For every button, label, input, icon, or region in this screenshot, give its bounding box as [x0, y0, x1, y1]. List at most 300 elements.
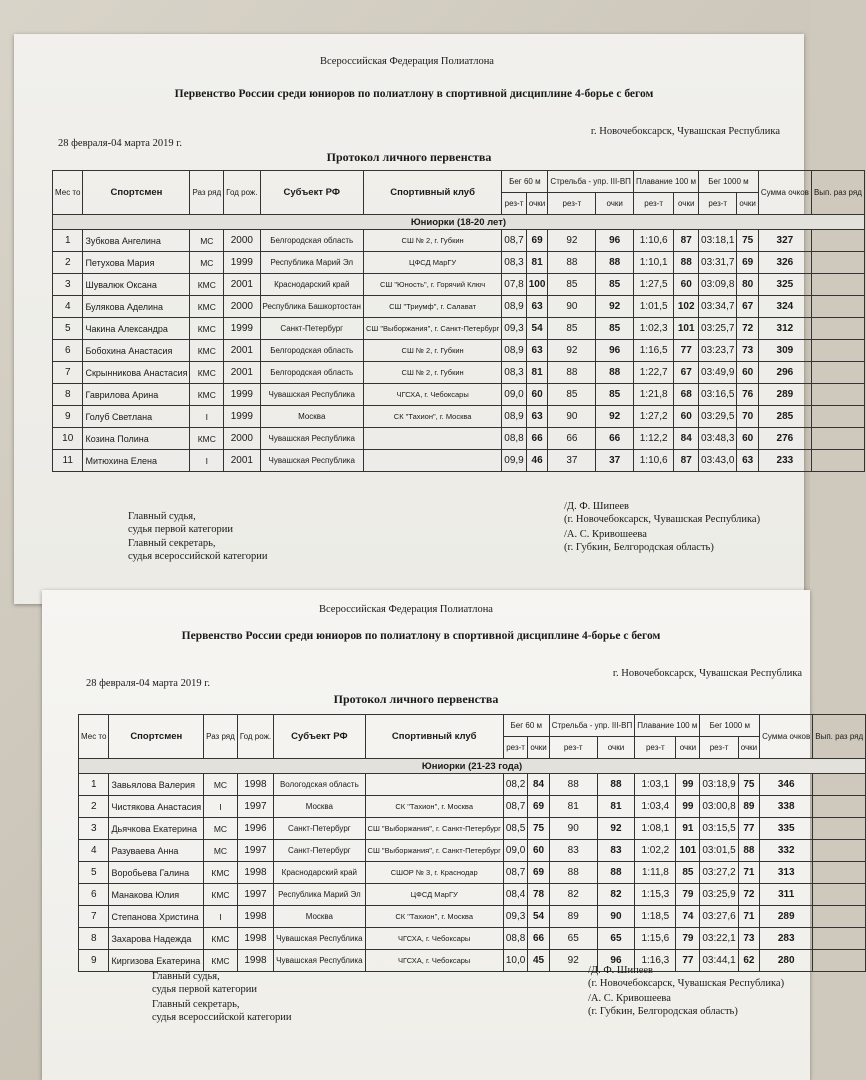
cell-year: 1997	[237, 796, 273, 818]
cell-athlete-name: Скрынникова Анастасия	[83, 362, 190, 384]
cell-place: 4	[53, 296, 83, 318]
cell-rank-done	[811, 406, 864, 428]
table-row	[53, 252, 865, 274]
table-row	[79, 884, 866, 906]
chief-judge-category: судья первой категории	[128, 524, 233, 535]
subheader-res: рез-т	[700, 737, 738, 759]
chief-secretary-title: Главный секретарь,	[128, 538, 216, 549]
cell-club: СШ "Выборжания", г. Санкт-Петербург	[365, 818, 503, 840]
cell-shooting-result: 81	[549, 796, 597, 818]
cell-run1000-result: 03:34,7	[699, 296, 737, 318]
cell-run1000-result: 03:09,8	[699, 274, 737, 296]
cell-year: 1998	[237, 862, 273, 884]
subheader-res: рез-т	[502, 193, 526, 215]
table-row	[79, 862, 866, 884]
judge-name: /Д. Ф. Шипеев	[588, 965, 653, 976]
secretary-city: (г. Губкин, Белгородская область)	[564, 542, 714, 553]
cell-club: СШ "Выборжания", г. Санкт-Петербург	[363, 318, 501, 340]
subheader-pts: очки	[528, 737, 549, 759]
subheader-pts: очки	[596, 193, 634, 215]
cell-run1000-points: 71	[738, 906, 759, 928]
cell-rank-done	[811, 428, 864, 450]
cell-rank: КМС	[190, 296, 224, 318]
cell-run60-points: 100	[526, 274, 548, 296]
cell-run60-result: 09,0	[503, 840, 527, 862]
cell-rank: I	[190, 406, 224, 428]
secretary-name: /А. С. Кривошеева	[588, 993, 671, 1004]
chief-judge-label	[128, 510, 233, 536]
cell-swim-points: 102	[674, 296, 699, 318]
cell-rank: I	[204, 906, 238, 928]
cell-rank: КМС	[204, 928, 238, 950]
cell-run60-result: 08,3	[502, 252, 526, 274]
cell-run1000-points: 72	[737, 318, 758, 340]
cell-club: СШ "Триумф", г. Салават	[363, 296, 501, 318]
cell-shooting-result: 82	[549, 884, 597, 906]
cell-run1000-points: 80	[737, 274, 758, 296]
cell-swim-points: 91	[676, 818, 700, 840]
cell-run1000-points: 73	[737, 340, 758, 362]
cell-shooting-points: 88	[596, 362, 634, 384]
cell-athlete-name: Степанова Христина	[109, 906, 204, 928]
cell-place: 3	[53, 274, 83, 296]
cell-rank-done	[811, 230, 864, 252]
cell-shooting-result: 90	[548, 296, 596, 318]
cell-place: 8	[53, 384, 83, 406]
cell-total: 311	[760, 884, 813, 906]
cell-run60-result: 08,9	[502, 296, 526, 318]
cell-swim-result: 1:27,5	[633, 274, 673, 296]
cell-run60-result: 09,0	[502, 384, 526, 406]
header-total: Сумма очков	[758, 171, 811, 215]
cell-shooting-points: 85	[596, 318, 634, 340]
cell-year: 1998	[237, 950, 273, 972]
cell-shooting-result: 90	[548, 406, 596, 428]
subheader-pts: очки	[526, 193, 548, 215]
cell-run60-points: 63	[526, 296, 548, 318]
cell-shooting-points: 96	[596, 230, 634, 252]
cell-shooting-points: 37	[596, 450, 634, 472]
judge-signature	[564, 500, 760, 526]
cell-rank: КМС	[204, 950, 238, 972]
cell-swim-points: 101	[676, 840, 700, 862]
cell-place: 7	[53, 362, 83, 384]
cell-swim-points: 85	[676, 862, 700, 884]
cell-run1000-result: 03:25,7	[699, 318, 737, 340]
cell-run60-result: 10,0	[503, 950, 527, 972]
cell-swim-result: 1:08,1	[635, 818, 676, 840]
cell-club: ЧГСХА, г. Чебоксары	[365, 950, 503, 972]
cell-swim-points: 60	[674, 274, 699, 296]
cell-run60-points: 54	[528, 906, 549, 928]
protocol-sheet-2	[42, 590, 864, 1080]
cell-run60-points: 63	[526, 406, 548, 428]
header-year: Год рож.	[224, 171, 260, 215]
cell-club	[363, 428, 501, 450]
cell-club: ЧГСХА, г. Чебоксары	[365, 928, 503, 950]
cell-rank: КМС	[204, 884, 238, 906]
cell-region: Республика Марий Эл	[260, 252, 363, 274]
cell-rank-done	[811, 296, 864, 318]
cell-run1000-result: 03:29,5	[699, 406, 737, 428]
table-row	[53, 362, 865, 384]
cell-club: СШ № 2, г. Губкин	[363, 340, 501, 362]
cell-shooting-points: 88	[597, 862, 635, 884]
cell-swim-points: 99	[676, 796, 700, 818]
cell-swim-points: 77	[674, 340, 699, 362]
cell-place: 2	[79, 796, 109, 818]
cell-total: 309	[758, 340, 811, 362]
chief-secretary-label	[128, 537, 267, 563]
cell-shooting-points: 90	[597, 906, 635, 928]
cell-swim-result: 1:22,7	[633, 362, 673, 384]
cell-place: 4	[79, 840, 109, 862]
cell-run60-result: 08,7	[502, 230, 526, 252]
cell-rank-done	[811, 252, 864, 274]
cell-athlete-name: Чакина Александра	[83, 318, 190, 340]
cell-athlete-name: Киргизова Екатерина	[109, 950, 204, 972]
table-row	[53, 428, 865, 450]
cell-shooting-result: 85	[548, 274, 596, 296]
cell-run1000-result: 03:22,1	[700, 928, 738, 950]
cell-place: 9	[53, 406, 83, 428]
cell-run60-result: 08,5	[503, 818, 527, 840]
cell-swim-points: 87	[674, 450, 699, 472]
cell-athlete-name: Дьячкова Екатерина	[109, 818, 204, 840]
cell-run60-result: 09,3	[503, 906, 527, 928]
cell-region: Краснодарский край	[260, 274, 363, 296]
cell-athlete-name: Гаврилова Арина	[83, 384, 190, 406]
table-row	[79, 840, 866, 862]
cell-shooting-points: 65	[597, 928, 635, 950]
cell-year: 1999	[224, 252, 260, 274]
cell-region: Белгородская область	[260, 340, 363, 362]
cell-athlete-name: Чистякова Анастасия	[109, 796, 204, 818]
secretary-name: /А. С. Кривошеева	[564, 529, 647, 540]
cell-total: 280	[760, 950, 813, 972]
table-row	[79, 796, 866, 818]
cell-run1000-points: 72	[738, 884, 759, 906]
cell-shooting-result: 65	[549, 928, 597, 950]
chief-judge-category: судья первой категории	[152, 984, 257, 995]
judge-name: /Д. Ф. Шипеев	[564, 501, 629, 512]
cell-run60-points: 45	[528, 950, 549, 972]
cell-run1000-points: 60	[737, 428, 758, 450]
cell-run1000-points: 75	[738, 774, 759, 796]
cell-year: 2001	[224, 274, 260, 296]
cell-year: 2001	[224, 450, 260, 472]
cell-shooting-points: 81	[597, 796, 635, 818]
cell-run1000-result: 03:25,9	[700, 884, 738, 906]
cell-shooting-result: 92	[549, 950, 597, 972]
cell-swim-result: 1:18,5	[635, 906, 676, 928]
cell-run1000-points: 60	[737, 362, 758, 384]
cell-run60-result: 08,3	[502, 362, 526, 384]
protocol-sheet-1	[14, 34, 862, 604]
cell-year: 1997	[237, 840, 273, 862]
federation-name: Всероссийская Федерация Полиатлона	[319, 604, 493, 615]
cell-club	[365, 774, 503, 796]
cell-year: 1999	[224, 384, 260, 406]
cell-place: 5	[53, 318, 83, 340]
cell-athlete-name: Разуваева Анна	[109, 840, 204, 862]
cell-run60-points: 75	[528, 818, 549, 840]
cell-rank-done	[813, 884, 866, 906]
cell-run60-points: 46	[526, 450, 548, 472]
cell-run1000-result: 03:16,5	[699, 384, 737, 406]
cell-run60-result: 09,3	[502, 318, 526, 340]
cell-rank: КМС	[190, 428, 224, 450]
cell-swim-result: 1:02,2	[635, 840, 676, 862]
cell-run1000-points: 77	[738, 818, 759, 840]
cell-shooting-result: 85	[548, 384, 596, 406]
cell-total: 332	[760, 840, 813, 862]
cell-club: СК "Тахион", г. Москва	[365, 906, 503, 928]
cell-rank: МС	[204, 840, 238, 862]
cell-rank-done	[813, 818, 866, 840]
header-swim: Плавание 100 м	[633, 171, 698, 193]
cell-run1000-points: 69	[737, 252, 758, 274]
cell-swim-result: 1:01,5	[633, 296, 673, 318]
header-total: Сумма очков	[760, 715, 813, 759]
table-row	[79, 906, 866, 928]
cell-swim-result: 1:16,3	[635, 950, 676, 972]
results-table	[78, 714, 866, 972]
cell-athlete-name: Бобохина Анастасия	[83, 340, 190, 362]
cell-run1000-result: 03:27,2	[700, 862, 738, 884]
cell-run1000-result: 03:01,5	[700, 840, 738, 862]
cell-rank: МС	[204, 774, 238, 796]
cell-place: 1	[53, 230, 83, 252]
cell-swim-points: 77	[676, 950, 700, 972]
secretary-signature	[564, 528, 714, 554]
cell-shooting-result: 66	[548, 428, 596, 450]
chief-secretary-label	[152, 998, 291, 1024]
cell-swim-points: 101	[674, 318, 699, 340]
cell-rank: МС	[190, 230, 224, 252]
header-athlete: Спортсмен	[109, 715, 204, 759]
header-swim: Плавание 100 м	[635, 715, 700, 737]
cell-run1000-result: 03:43,0	[699, 450, 737, 472]
cell-run60-points: 81	[526, 362, 548, 384]
cell-place: 8	[79, 928, 109, 950]
subheader-res: рез-т	[635, 737, 676, 759]
cell-club: ЦФСД МарГУ	[365, 884, 503, 906]
cell-swim-points: 84	[674, 428, 699, 450]
table-row	[53, 384, 865, 406]
cell-club: СШ № 2, г. Губкин	[363, 362, 501, 384]
cell-run1000-points: 71	[738, 862, 759, 884]
cell-club	[363, 450, 501, 472]
table-row	[53, 318, 865, 340]
cell-total: 289	[760, 906, 813, 928]
group-title: Юниорки (21-23 года)	[79, 759, 866, 774]
cell-region: Республика Башкортостан	[260, 296, 363, 318]
cell-rank: КМС	[190, 384, 224, 406]
cell-run1000-result: 03:18,9	[700, 774, 738, 796]
cell-swim-result: 1:02,3	[633, 318, 673, 340]
cell-rank-done	[813, 862, 866, 884]
cell-run1000-result: 03:27,6	[700, 906, 738, 928]
cell-total: 233	[758, 450, 811, 472]
subheader-res: рез-т	[633, 193, 673, 215]
cell-club: СШ "Юность", г. Горячий Ключ	[363, 274, 501, 296]
header-rank-done: Вып. раз ряд	[811, 171, 864, 215]
cell-swim-result: 1:16,5	[633, 340, 673, 362]
cell-place: 9	[79, 950, 109, 972]
cell-shooting-points: 82	[597, 884, 635, 906]
cell-athlete-name: Завьялова Валерия	[109, 774, 204, 796]
cell-run1000-points: 70	[737, 406, 758, 428]
cell-total: 289	[758, 384, 811, 406]
header-run1000: Бег 1000 м	[699, 171, 759, 193]
cell-shooting-result: 89	[549, 906, 597, 928]
cell-rank-done	[813, 928, 866, 950]
cell-total: 325	[758, 274, 811, 296]
cell-total: 313	[760, 862, 813, 884]
header-rank: Раз ряд	[204, 715, 238, 759]
table-row	[79, 928, 866, 950]
cell-rank: КМС	[190, 340, 224, 362]
cell-region: Санкт-Петербург	[260, 318, 363, 340]
cell-shooting-result: 37	[548, 450, 596, 472]
cell-run60-result: 08,9	[502, 406, 526, 428]
competition-dates: 28 февраля-04 марта 2019 г.	[58, 138, 182, 149]
cell-place: 2	[53, 252, 83, 274]
header-club: Спортивный клуб	[363, 171, 501, 215]
cell-year: 1998	[237, 906, 273, 928]
header-run60: Бег 60 м	[503, 715, 549, 737]
subheader-pts: очки	[738, 737, 759, 759]
cell-athlete-name: Козина Полина	[83, 428, 190, 450]
cell-rank-done	[813, 950, 866, 972]
competition-city: г. Новочебоксарск, Чувашская Республика	[612, 668, 802, 679]
cell-run1000-points: 89	[738, 796, 759, 818]
cell-swim-points: 67	[674, 362, 699, 384]
cell-total: 285	[758, 406, 811, 428]
cell-rank: МС	[190, 252, 224, 274]
protocol-title: Протокол личного первенства	[326, 150, 492, 164]
cell-run1000-result: 03:44,1	[700, 950, 738, 972]
chief-secretary-category: судья всероссийской категории	[128, 551, 268, 562]
cell-region: Москва	[274, 796, 365, 818]
header-club: Спортивный клуб	[365, 715, 503, 759]
cell-swim-points: 68	[674, 384, 699, 406]
cell-run60-points: 60	[526, 384, 548, 406]
header-year: Год рож.	[237, 715, 273, 759]
cell-run60-points: 69	[528, 862, 549, 884]
cell-athlete-name: Воробьева Галина	[109, 862, 204, 884]
cell-region: Санкт-Петербург	[274, 818, 365, 840]
cell-run1000-points: 63	[737, 450, 758, 472]
cell-shooting-points: 96	[596, 340, 634, 362]
cell-run60-points: 66	[526, 428, 548, 450]
cell-run60-points: 81	[526, 252, 548, 274]
cell-region: Краснодарский край	[274, 862, 365, 884]
cell-shooting-result: 92	[548, 340, 596, 362]
table-row	[53, 274, 865, 296]
cell-run60-points: 69	[528, 796, 549, 818]
cell-rank-done	[811, 450, 864, 472]
cell-run1000-result: 03:15,5	[700, 818, 738, 840]
cell-year: 2000	[224, 230, 260, 252]
cell-run1000-result: 03:18,1	[699, 230, 737, 252]
cell-rank-done	[811, 318, 864, 340]
cell-athlete-name: Митюхина Елена	[83, 450, 190, 472]
chief-judge-title: Главный судья,	[128, 511, 196, 522]
cell-swim-result: 1:15,6	[635, 928, 676, 950]
cell-run60-result: 08,9	[502, 340, 526, 362]
cell-shooting-points: 92	[597, 818, 635, 840]
cell-club: ЧГСХА, г. Чебоксары	[363, 384, 501, 406]
cell-run1000-result: 03:00,8	[700, 796, 738, 818]
cell-place: 5	[79, 862, 109, 884]
subheader-pts: очки	[737, 193, 758, 215]
competition-title: Первенство России среди юниоров по полиатлону в спортивной дисциплине 4-борье с бегом	[174, 88, 654, 100]
cell-rank-done	[811, 362, 864, 384]
cell-place: 7	[79, 906, 109, 928]
competition-title: Первенство России среди юниоров по полиатлону в спортивной дисциплине 4-борье с бегом	[181, 630, 661, 642]
cell-swim-result: 1:10,1	[633, 252, 673, 274]
cell-rank-done	[813, 774, 866, 796]
cell-run1000-result: 03:23,7	[699, 340, 737, 362]
cell-run60-points: 60	[528, 840, 549, 862]
cell-athlete-name: Манакова Юлия	[109, 884, 204, 906]
cell-club: СК "Тахион", г. Москва	[365, 796, 503, 818]
cell-shooting-result: 83	[549, 840, 597, 862]
cell-run60-points: 69	[526, 230, 548, 252]
cell-total: 324	[758, 296, 811, 318]
cell-year: 2001	[224, 362, 260, 384]
cell-swim-result: 1:21,8	[633, 384, 673, 406]
cell-shooting-result: 88	[548, 362, 596, 384]
cell-total: 283	[760, 928, 813, 950]
cell-run1000-points: 67	[737, 296, 758, 318]
cell-shooting-points: 85	[596, 274, 634, 296]
cell-run60-result: 08,4	[503, 884, 527, 906]
cell-swim-result: 1:10,6	[633, 230, 673, 252]
cell-region: Москва	[260, 406, 363, 428]
table-row	[53, 406, 865, 428]
cell-swim-result: 1:15,3	[635, 884, 676, 906]
cell-run60-points: 63	[526, 340, 548, 362]
secretary-signature	[588, 992, 738, 1018]
cell-run60-result: 08,2	[503, 774, 527, 796]
cell-club: СШОР № 3, г. Краснодар	[365, 862, 503, 884]
cell-club: ЦФСД МарГУ	[363, 252, 501, 274]
cell-rank-done	[813, 906, 866, 928]
cell-athlete-name: Петухова Мария	[83, 252, 190, 274]
cell-run60-result: 08,7	[503, 796, 527, 818]
cell-region: Чувашская Республика	[260, 450, 363, 472]
cell-region: Санкт-Петербург	[274, 840, 365, 862]
cell-swim-points: 74	[676, 906, 700, 928]
cell-total: 338	[760, 796, 813, 818]
cell-swim-points: 87	[674, 230, 699, 252]
cell-rank: КМС	[204, 862, 238, 884]
cell-run1000-points: 75	[737, 230, 758, 252]
header-region: Субъект РФ	[274, 715, 365, 759]
cell-total: 327	[758, 230, 811, 252]
cell-place: 3	[79, 818, 109, 840]
header-shooting: Стрельба - упр. III-ВП	[548, 171, 634, 193]
cell-shooting-result: 88	[548, 252, 596, 274]
cell-swim-result: 1:10,6	[633, 450, 673, 472]
cell-total: 296	[758, 362, 811, 384]
cell-year: 1996	[237, 818, 273, 840]
subheader-res: рез-т	[503, 737, 527, 759]
cell-year: 1999	[224, 406, 260, 428]
